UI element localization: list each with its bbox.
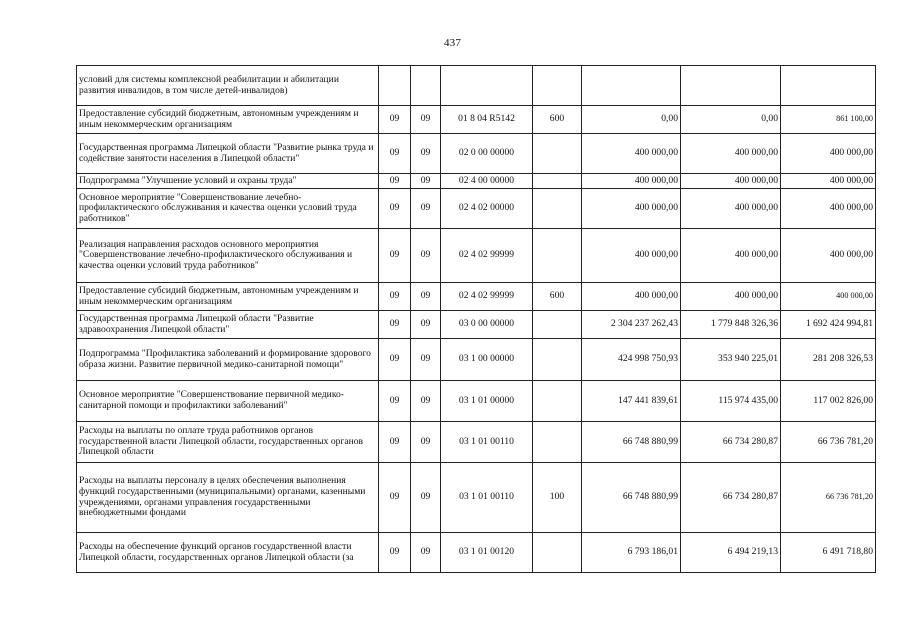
cell-target-article: 02 0 00 00000 [441, 134, 533, 174]
cell-expense-type [533, 174, 582, 189]
cell-subsection: 09 [411, 422, 441, 463]
cell-expense-type [533, 533, 582, 573]
cell-target-article: 02 4 02 99999 [441, 229, 533, 283]
cell-expense-type [533, 189, 582, 229]
cell-amount-2: 6 494 219,13 [681, 533, 781, 573]
cell-amount-3: 66 736 781,20 [781, 463, 876, 533]
table-row [77, 66, 876, 106]
table-row [77, 174, 876, 189]
cell-target-article: 02 4 02 99999 [441, 283, 533, 311]
cell-subsection: 09 [411, 381, 441, 422]
cell-subsection: 09 [411, 463, 441, 533]
row-name: Расходы на выплаты по оплате труда работников органов государственной власти Липецкой области, государственных органов Липецкой области [77, 422, 379, 463]
cell-target-article [441, 66, 533, 106]
cell-section: 09 [379, 189, 411, 229]
cell-amount-3 [781, 66, 876, 106]
row-name: Государственная программа Липецкой области "Развитие рынка труда и содействие занятости населения в Липецкой области" [77, 134, 379, 174]
budget-table [76, 65, 876, 573]
row-name: Реализация направления расходов основного мероприятия "Совершенствование лечебно-профилактического обслуживания и качества оценки условий труда работников" [77, 229, 379, 283]
cell-target-article: 03 1 01 00000 [441, 381, 533, 422]
cell-amount-2: 400 000,00 [681, 134, 781, 174]
cell-amount-2: 115 974 435,00 [681, 381, 781, 422]
cell-amount-1: 147 441 839,61 [582, 381, 681, 422]
cell-amount-3: 6 491 718,80 [781, 533, 876, 573]
table-row [77, 533, 876, 573]
cell-amount-1: 400 000,00 [582, 134, 681, 174]
cell-section [379, 66, 411, 106]
cell-section: 09 [379, 422, 411, 463]
cell-amount-1: 400 000,00 [582, 283, 681, 311]
cell-amount-1 [582, 66, 681, 106]
cell-amount-1: 2 304 237 262,43 [582, 311, 681, 339]
cell-amount-2: 0,00 [681, 106, 781, 134]
cell-subsection: 09 [411, 311, 441, 339]
cell-amount-3: 400 000,00 [781, 174, 876, 189]
cell-subsection: 09 [411, 189, 441, 229]
cell-amount-3: 400 000,00 [781, 189, 876, 229]
cell-amount-1: 400 000,00 [582, 189, 681, 229]
cell-target-article: 03 1 01 00110 [441, 463, 533, 533]
row-name: Предоставление субсидий бюджетным, автономным учреждениям и иным некоммерческим организациям [77, 106, 379, 134]
cell-amount-2 [681, 66, 781, 106]
cell-target-article: 02 4 02 00000 [441, 189, 533, 229]
cell-expense-type [533, 422, 582, 463]
cell-amount-2: 400 000,00 [681, 174, 781, 189]
cell-expense-type [533, 381, 582, 422]
cell-subsection: 09 [411, 174, 441, 189]
cell-amount-1: 66 748 880,99 [582, 422, 681, 463]
row-name: условий для системы комплексной реабилитации и абилитации развития инвалидов, в том числе детей-инвалидов) [77, 66, 379, 106]
cell-amount-1: 66 748 880,99 [582, 463, 681, 533]
cell-amount-2: 353 940 225,01 [681, 339, 781, 381]
cell-amount-3: 400 000,00 [781, 134, 876, 174]
row-name: Государственная программа Липецкой области "Развитие здравоохранения Липецкой области" [77, 311, 379, 339]
cell-target-article: 01 8 04 R5142 [441, 106, 533, 134]
cell-subsection: 09 [411, 229, 441, 283]
table-row [77, 229, 876, 283]
row-name: Подпрограмма "Профилактика заболеваний и формирование здорового образа жизни. Развитие первичной медико-санитарной помощи" [77, 339, 379, 381]
row-name: Основное мероприятие "Совершенствование первичной медико-санитарной помощи и профилактики заболеваний" [77, 381, 379, 422]
cell-section: 09 [379, 339, 411, 381]
cell-target-article: 02 4 00 00000 [441, 174, 533, 189]
cell-amount-2: 66 734 280,87 [681, 422, 781, 463]
cell-section: 09 [379, 381, 411, 422]
cell-section: 09 [379, 229, 411, 283]
cell-amount-3: 400 000,00 [781, 283, 876, 311]
cell-expense-type [533, 134, 582, 174]
cell-amount-2: 66 734 280,87 [681, 463, 781, 533]
cell-section: 09 [379, 174, 411, 189]
cell-amount-1: 400 000,00 [582, 229, 681, 283]
cell-subsection: 09 [411, 533, 441, 573]
cell-amount-2: 400 000,00 [681, 229, 781, 283]
cell-expense-type [533, 339, 582, 381]
table-row [77, 311, 876, 339]
cell-section: 09 [379, 134, 411, 174]
cell-subsection: 09 [411, 339, 441, 381]
row-name: Расходы на обеспечение функций органов государственной власти Липецкой области, государственных органов Липецкой области (за [77, 533, 379, 573]
row-name: Расходы на выплаты персоналу в целях обеспечения выполнения функций государственными (муниципальными) органами, казенными учреждениями, органами управления государственными внебюджетными фондами [77, 463, 379, 533]
table-row [77, 381, 876, 422]
cell-section: 09 [379, 283, 411, 311]
cell-amount-3: 400 000,00 [781, 229, 876, 283]
cell-amount-2: 400 000,00 [681, 189, 781, 229]
cell-expense-type: 600 [533, 106, 582, 134]
cell-amount-3: 117 002 826,00 [781, 381, 876, 422]
cell-amount-1: 0,00 [582, 106, 681, 134]
cell-section: 09 [379, 106, 411, 134]
row-name: Предоставление субсидий бюджетным, автономным учреждениям и иным некоммерческим организациям [77, 283, 379, 311]
table-row [77, 134, 876, 174]
cell-target-article: 03 1 00 00000 [441, 339, 533, 381]
cell-target-article: 03 1 01 00120 [441, 533, 533, 573]
cell-amount-3: 281 208 326,53 [781, 339, 876, 381]
cell-subsection: 09 [411, 283, 441, 311]
table-row [77, 463, 876, 533]
table-row [77, 283, 876, 311]
cell-subsection [411, 66, 441, 106]
cell-amount-1: 424 998 750,93 [582, 339, 681, 381]
page-number: 437 [443, 37, 462, 49]
cell-expense-type: 100 [533, 463, 582, 533]
cell-subsection: 09 [411, 106, 441, 134]
row-name: Подпрограмма "Улучшение условий и охраны труда" [77, 174, 379, 189]
cell-subsection: 09 [411, 134, 441, 174]
row-name: Основное мероприятие "Совершенствование лечебно-профилактического обслуживания и качества оценки условий труда работников" [77, 189, 379, 229]
cell-amount-2: 400 000,00 [681, 283, 781, 311]
cell-target-article: 03 1 01 00110 [441, 422, 533, 463]
cell-section: 09 [379, 311, 411, 339]
cell-amount-3: 1 692 424 994,81 [781, 311, 876, 339]
table-row [77, 106, 876, 134]
cell-amount-1: 400 000,00 [582, 174, 681, 189]
cell-amount-2: 1 779 848 326,36 [681, 311, 781, 339]
cell-target-article: 03 0 00 00000 [441, 311, 533, 339]
cell-expense-type [533, 311, 582, 339]
table-row [77, 422, 876, 463]
cell-amount-3: 861 100,00 [781, 106, 876, 134]
cell-amount-3: 66 736 781,20 [781, 422, 876, 463]
cell-section: 09 [379, 533, 411, 573]
table-row [77, 339, 876, 381]
cell-expense-type: 600 [533, 283, 582, 311]
cell-expense-type [533, 229, 582, 283]
cell-section: 09 [379, 463, 411, 533]
table-row [77, 189, 876, 229]
cell-amount-1: 6 793 186,01 [582, 533, 681, 573]
cell-expense-type [533, 66, 582, 106]
